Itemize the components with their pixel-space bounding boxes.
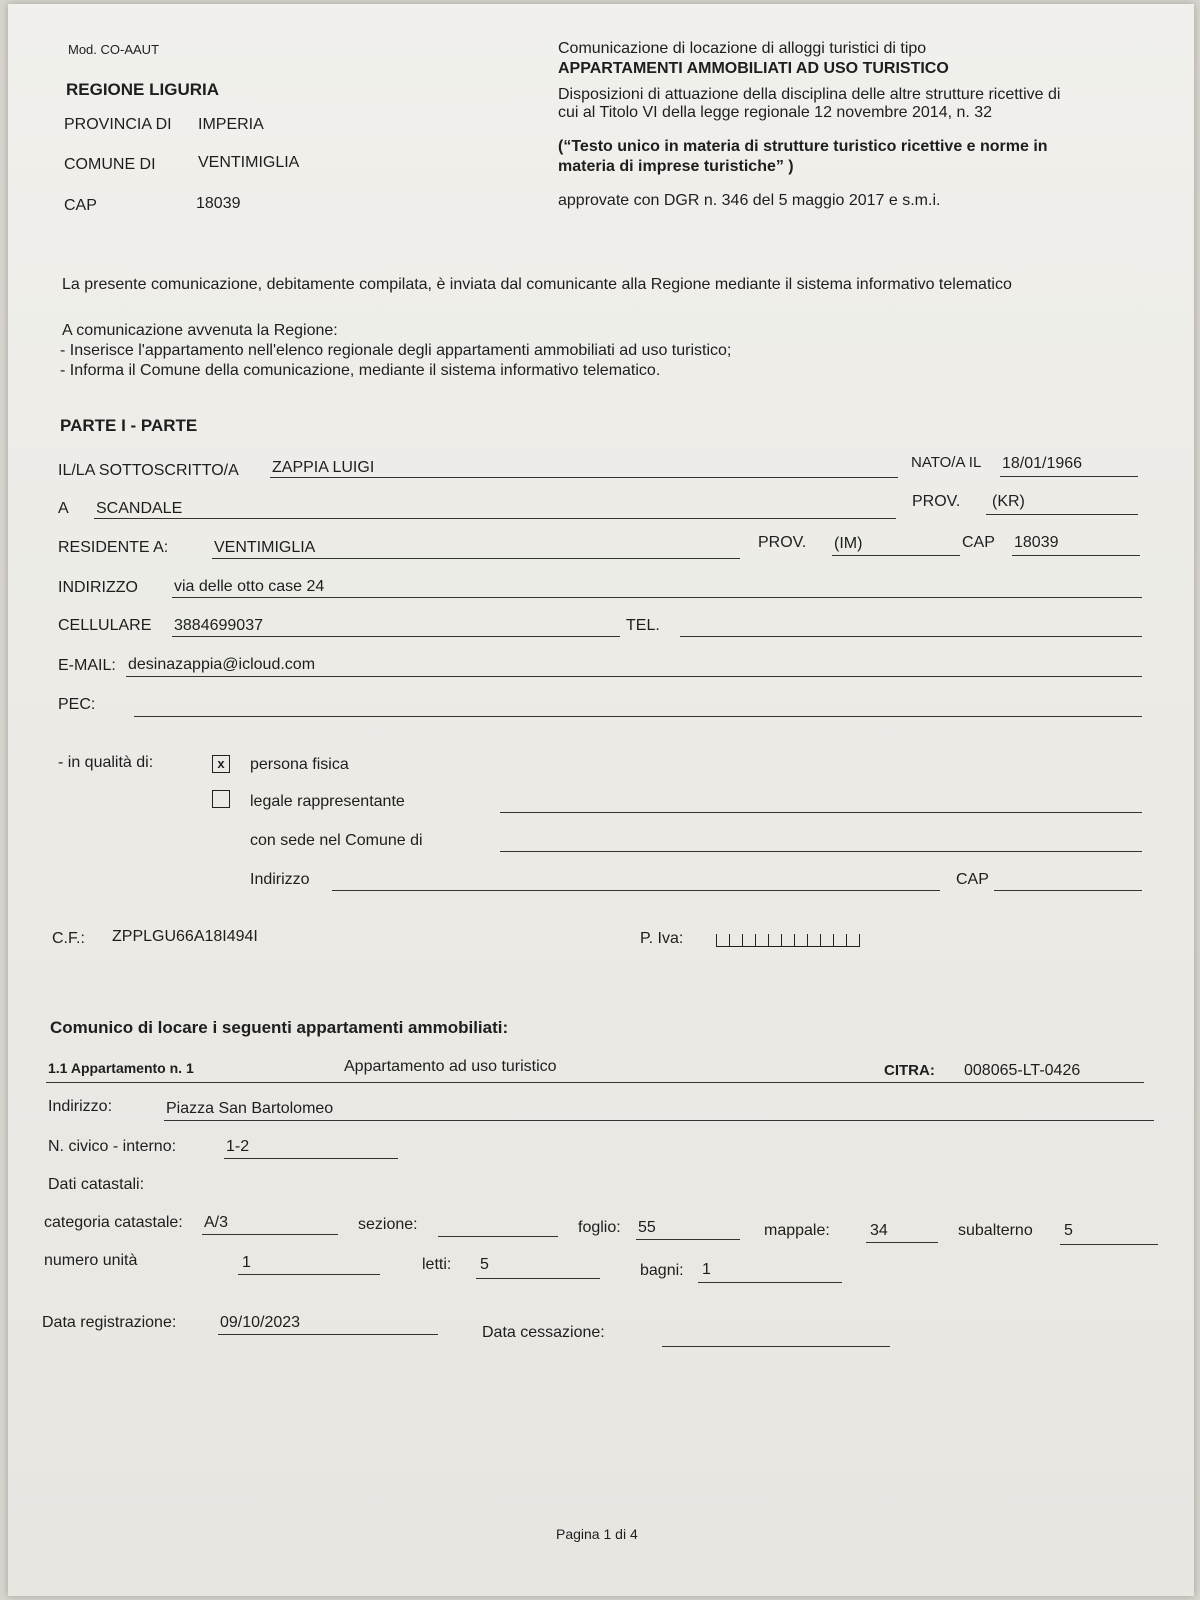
subalterno-value[interactable]: 5 — [1064, 1222, 1073, 1239]
foglio-label: foglio: — [578, 1219, 621, 1236]
sottoscritto-value[interactable]: ZAPPIA LUIGI — [272, 459, 375, 476]
bagni-label: bagni: — [640, 1262, 684, 1279]
birthplace-value[interactable]: SCANDALE — [96, 500, 183, 517]
cap2-underline[interactable] — [994, 890, 1142, 891]
intro-line1: La presente comunicazione, debitamente compilata, è inviata dal comunicante alla Regione mediante il sistema informativo telematico — [62, 276, 1012, 293]
cellulare-label: CELLULARE — [58, 617, 152, 634]
cessazione-label: Data cessazione: — [482, 1324, 605, 1341]
foglio-value[interactable]: 55 — [638, 1219, 656, 1236]
indirizzo-underline — [172, 597, 1142, 598]
birthplace-label: A — [58, 500, 69, 517]
res-cap-label: CAP — [962, 534, 995, 551]
res-prov-underline — [832, 555, 960, 556]
cap2-label: CAP — [956, 871, 989, 888]
mappale-value[interactable]: 34 — [870, 1222, 888, 1239]
intro-line2: A comunicazione avvenuta la Regione: — [62, 322, 338, 339]
letti-label: letti: — [422, 1256, 452, 1273]
email-value[interactable]: desinazappia@icloud.com — [128, 656, 316, 673]
qualita-label: - in qualità di: — [58, 754, 154, 771]
piva-label: P. Iva: — [640, 930, 684, 947]
testo-unico-line1: (“Testo unico in materia di strutture turistico ricettive e norme in — [558, 138, 1048, 155]
pec-label: PEC: — [58, 696, 96, 713]
pec-underline[interactable] — [134, 716, 1142, 717]
letti-underline — [476, 1278, 600, 1279]
unita-underline — [238, 1274, 380, 1275]
foglio-underline — [636, 1239, 740, 1240]
residente-underline — [212, 558, 740, 559]
legale-rappresentante-checkbox[interactable] — [212, 790, 230, 808]
subalterno-underline — [1060, 1244, 1158, 1245]
categoria-underline — [202, 1234, 338, 1235]
page-number: Pagina 1 di 4 — [556, 1526, 638, 1542]
civico-label: N. civico - interno: — [48, 1138, 177, 1155]
document-page — [8, 4, 1194, 1596]
region-name: REGIONE LIGURIA — [66, 80, 220, 99]
bagni-value[interactable]: 1 — [702, 1261, 711, 1278]
app-indirizzo-label: Indirizzo: — [48, 1098, 113, 1115]
res-cap-value[interactable]: 18039 — [1014, 534, 1059, 551]
mappale-label: mappale: — [764, 1222, 830, 1239]
email-label: E-MAIL: — [58, 657, 116, 674]
comune-value: VENTIMIGLIA — [198, 154, 300, 171]
sezione-label: sezione: — [358, 1216, 418, 1233]
persona-fisica-label: persona fisica — [250, 756, 349, 773]
cessazione-underline[interactable] — [662, 1346, 890, 1347]
intro-bullet1: - Inserisce l'appartamento nell'elenco regionale degli appartamenti ammobiliati ad uso turistico; — [60, 342, 732, 359]
testo-unico-line2: materia di imprese turistiche” ) — [558, 158, 794, 175]
cellulare-underline — [172, 636, 620, 637]
form-title-line1: Comunicazione di locazione di alloggi turistici di tipo — [558, 40, 927, 57]
form-title-line2: APPARTAMENTI AMMOBILIATI AD USO TURISTICO — [558, 60, 949, 77]
persona-fisica-checkbox[interactable]: x — [212, 755, 230, 773]
cap-label: CAP — [64, 197, 97, 214]
birth-prov-label: PROV. — [912, 493, 961, 510]
registrazione-underline — [218, 1334, 438, 1335]
birthplace-underline — [94, 518, 896, 519]
apartment-number: 1.1 Appartamento n. 1 — [48, 1060, 194, 1076]
legale-rappresentante-label: legale rappresentante — [250, 793, 405, 810]
citra-label: CITRA: — [884, 1062, 935, 1079]
sede-label: con sede nel Comune di — [250, 832, 423, 849]
catastali-label: Dati catastali: — [48, 1176, 145, 1193]
birth-prov-value[interactable]: (KR) — [992, 493, 1025, 510]
model-code: Mod. CO-AAUT — [68, 42, 160, 57]
email-underline — [126, 676, 1142, 677]
parte1-heading: PARTE I - PARTE — [60, 416, 198, 435]
bagni-underline — [698, 1282, 842, 1283]
approved-dgr: approvate con DGR n. 346 del 5 maggio 2017 e s.m.i. — [558, 192, 941, 209]
letti-value[interactable]: 5 — [480, 1256, 489, 1273]
comune-label: COMUNE DI — [64, 156, 156, 173]
civico-underline — [224, 1158, 398, 1159]
registrazione-label: Data registrazione: — [42, 1314, 177, 1331]
residente-value[interactable]: VENTIMIGLIA — [214, 539, 316, 556]
sede-underline[interactable] — [500, 851, 1142, 852]
nato-value[interactable]: 18/01/1966 — [1002, 455, 1083, 472]
app-indirizzo-value[interactable]: Piazza San Bartolomeo — [166, 1100, 334, 1117]
province-label: PROVINCIA DI — [64, 116, 172, 133]
indirizzo-value[interactable]: via delle otto case 24 — [174, 578, 325, 595]
unita-value[interactable]: 1 — [242, 1254, 251, 1271]
apartment-header-underline — [46, 1082, 1144, 1083]
cf-value[interactable]: ZPPLGU66A18I494I — [112, 928, 258, 945]
mappale-underline — [866, 1242, 938, 1243]
indirizzo-label: INDIRIZZO — [58, 579, 138, 596]
intro-bullet2: - Informa il Comune della comunicazione, mediante il sistema informativo telematico. — [60, 362, 661, 379]
sezione-underline[interactable] — [438, 1236, 558, 1237]
sottoscritto-underline — [270, 477, 898, 478]
civico-value[interactable]: 1-2 — [226, 1138, 250, 1155]
registrazione-value[interactable]: 09/10/2023 — [220, 1314, 301, 1331]
tel-label: TEL. — [626, 617, 660, 634]
birth-prov-underline — [986, 514, 1138, 515]
res-prov-label: PROV. — [758, 534, 807, 551]
cf-label: C.F.: — [52, 930, 85, 947]
indirizzo2-underline[interactable] — [332, 890, 940, 891]
apartment-type: Appartamento ad uso turistico — [344, 1058, 557, 1075]
cap-value: 18039 — [196, 195, 241, 212]
province-value: IMPERIA — [198, 116, 264, 133]
form-desc-line1: Disposizioni di attuazione della disciplina delle altre strutture ricettive di — [558, 86, 1061, 103]
res-cap-underline — [1012, 555, 1140, 556]
legale-underline[interactable] — [500, 812, 1142, 813]
citra-value[interactable]: 008065-LT-0426 — [964, 1062, 1081, 1079]
indirizzo2-label: Indirizzo — [250, 871, 310, 888]
apartments-heading: Comunico di locare i seguenti appartamenti ammobiliati: — [50, 1018, 509, 1037]
res-prov-value[interactable]: (IM) — [834, 535, 863, 552]
form-desc-line2: cui al Titolo VI della legge regionale 12 novembre 2014, n. 32 — [558, 104, 993, 121]
tel-underline[interactable] — [680, 636, 1142, 637]
app-indirizzo-underline — [164, 1120, 1154, 1121]
cellulare-value[interactable]: 3884699037 — [174, 617, 263, 634]
nato-label: NATO/A IL — [911, 454, 982, 471]
subalterno-label: subalterno — [958, 1222, 1033, 1239]
categoria-label: categoria catastale: — [44, 1214, 183, 1231]
piva-boxes[interactable] — [716, 934, 860, 952]
residente-label: RESIDENTE A: — [58, 539, 169, 556]
categoria-value[interactable]: A/3 — [204, 1214, 229, 1231]
nato-underline — [1000, 476, 1138, 477]
sottoscritto-label: IL/LA SOTTOSCRITTO/A — [58, 462, 239, 479]
unita-label: numero unità — [44, 1252, 138, 1269]
